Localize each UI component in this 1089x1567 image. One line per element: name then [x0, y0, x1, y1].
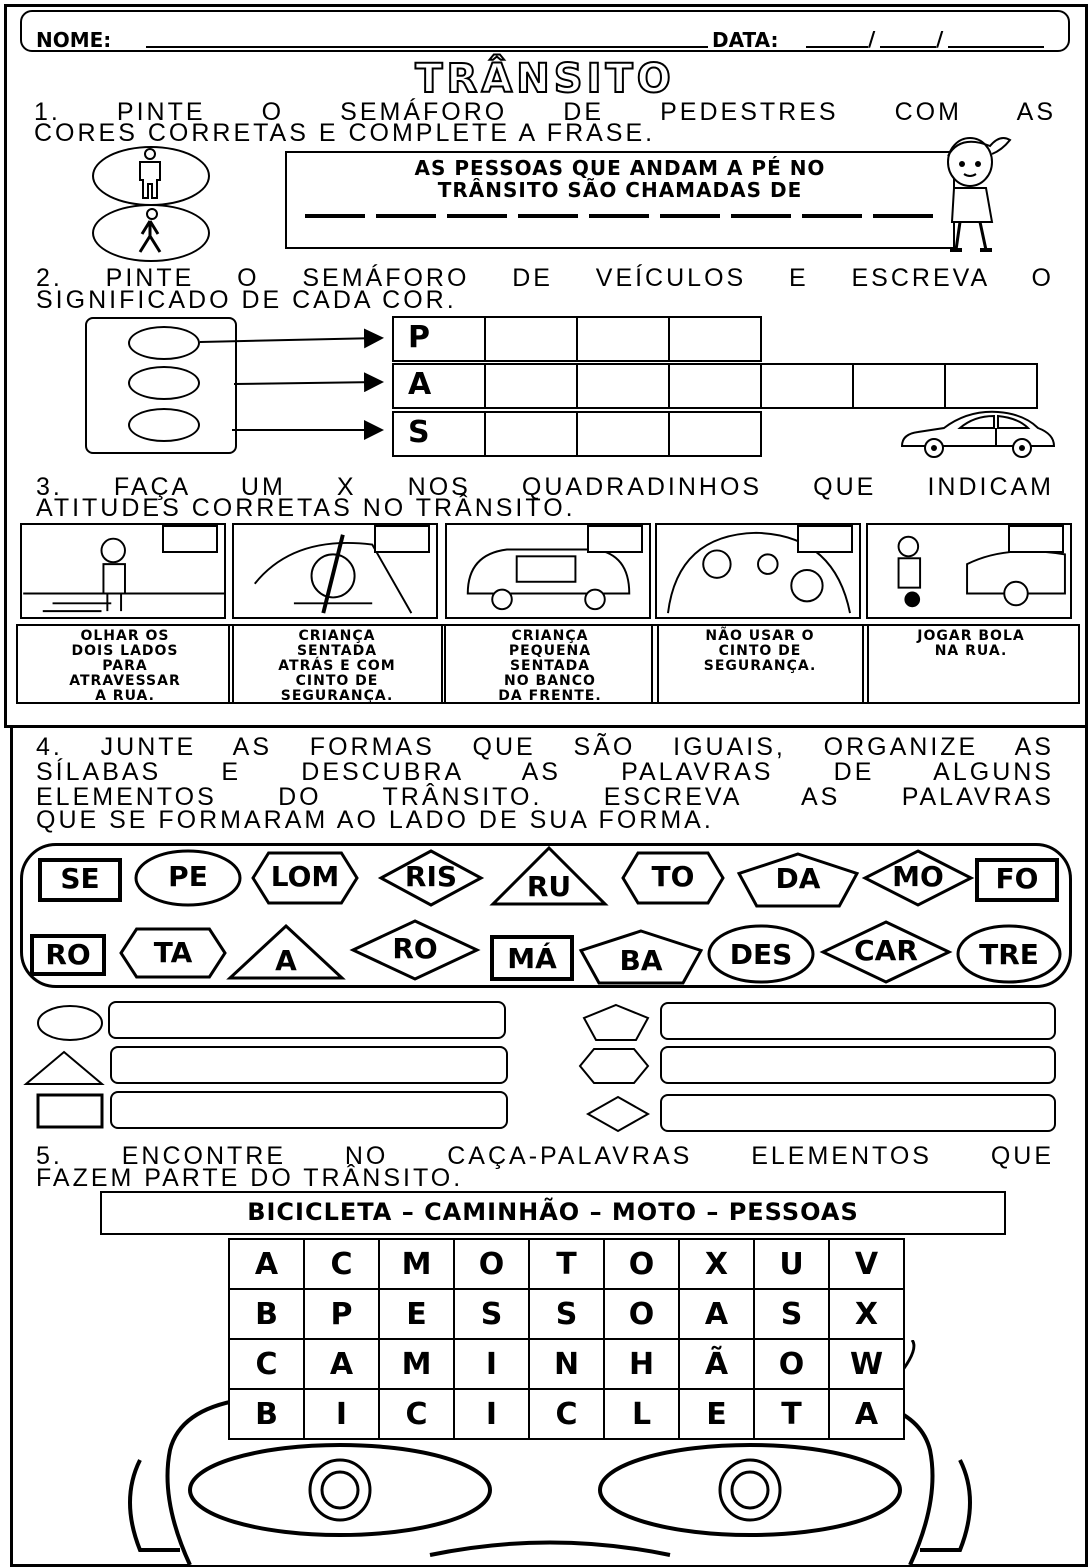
q3-caption-line: NÃO USAR O [705, 628, 815, 644]
q3-caption-line: ATRÁS E COM [278, 658, 396, 674]
q3-caption-line: SEGURANÇA. [280, 688, 394, 704]
grid-cell[interactable]: X [679, 1239, 754, 1289]
date-sep-2: / [936, 27, 944, 51]
q2-letter-cell [392, 316, 486, 362]
grid-cell[interactable]: O [754, 1339, 829, 1389]
grid-row [229, 1339, 904, 1389]
q1-answer-blanks[interactable] [305, 214, 935, 218]
pentagon-answer-input[interactable] [660, 1002, 1056, 1040]
q1-line1: 1. PINTE O SEMÁFORO DE PEDESTRES COM AS [34, 98, 1056, 126]
q3-caption-line: CRIANÇA [298, 628, 376, 644]
syllable-label: RO [45, 938, 91, 971]
q3-line2: ATITUDES CORRETAS NO TRÂNSITO. [36, 494, 576, 522]
grid-cell[interactable]: S [529, 1289, 604, 1339]
q2-line2: SIGNIFICADO DE CADA COR. [36, 286, 457, 314]
grid-cell[interactable]: E [679, 1389, 754, 1439]
hexagon-shape-icon [576, 1046, 652, 1086]
hexagon-answer-input[interactable] [660, 1046, 1056, 1084]
grid-cell[interactable]: C [529, 1389, 604, 1439]
grid-cell[interactable]: M [379, 1239, 454, 1289]
grid-cell[interactable]: C [229, 1339, 304, 1389]
grid-row [229, 1389, 904, 1439]
grid-cell[interactable]: B [229, 1289, 304, 1339]
diamond-shape-icon [584, 1094, 652, 1134]
q2-answer-cell[interactable] [484, 316, 578, 362]
q3-caption-line: PARA [102, 658, 148, 674]
q2-answer-cell[interactable] [668, 363, 762, 409]
q5-line2: FAZEM PARTE DO TRÂNSITO. [36, 1164, 464, 1192]
date-label: DATA: [712, 28, 779, 52]
q3-caption-line: CINTO DE [718, 643, 802, 659]
grid-cell[interactable]: C [379, 1389, 454, 1439]
grid-cell[interactable]: A [829, 1389, 904, 1439]
grid-cell[interactable]: V [829, 1239, 904, 1289]
q4-line3: ELEMENTOS DO TRÂNSITO. ESCREVA AS PALAVRAS [36, 783, 1054, 811]
syllable-label: SE [60, 862, 100, 895]
q3-caption-line: A RUA. [95, 688, 155, 704]
syllable-label: TO [651, 860, 695, 893]
q3-caption-line: DA FRENTE. [498, 688, 602, 704]
standing-person-icon [130, 148, 170, 200]
q3-caption [441, 624, 659, 704]
pentagon-shape-icon [580, 1002, 652, 1044]
q3-caption-line: CRIANÇA [511, 628, 589, 644]
light-yellow[interactable] [128, 366, 200, 400]
q3-caption-line: DOIS LADOS [71, 643, 179, 659]
q3-caption [16, 624, 234, 704]
grid-cell[interactable]: W [829, 1339, 904, 1389]
q3-caption-line: NA RUA. [934, 643, 1008, 659]
word-list: BICICLETA – CAMINHÃO – MOTO – PESSOAS [247, 1198, 859, 1226]
name-line[interactable] [146, 46, 708, 48]
grid-cell[interactable]: I [454, 1389, 529, 1439]
syllable-label: TA [153, 936, 193, 969]
q3-caption-line: NO BANCO [504, 673, 596, 689]
diamond-answer-input[interactable] [660, 1094, 1056, 1132]
grid-row [229, 1289, 904, 1339]
date-sep-1: / [868, 27, 876, 51]
grid-cell[interactable]: H [604, 1339, 679, 1389]
q4-line4: QUE SE FORMARAM AO LADO DE SUA FORMA. [36, 806, 714, 834]
grid-cell[interactable]: I [454, 1339, 529, 1389]
grid-cell[interactable]: N [529, 1339, 604, 1389]
syllable-shapes [0, 840, 1089, 990]
light-green[interactable] [128, 408, 200, 442]
circle-answer-input[interactable] [108, 1001, 506, 1039]
syllable-label: TRE [979, 938, 1039, 971]
q3-checkbox[interactable] [587, 525, 643, 553]
grid-cell[interactable]: L [604, 1389, 679, 1439]
syllable-label: RIS [404, 860, 458, 893]
date-month-line[interactable] [880, 46, 936, 48]
q3-caption-line: SENTADA [296, 643, 378, 659]
grid-cell[interactable]: S [454, 1289, 529, 1339]
square-shape-icon [36, 1093, 106, 1129]
q2-answer-cell[interactable] [576, 363, 670, 409]
q4-line2: SÍLABAS E DESCUBRA AS PALAVRAS DE ALGUNS [36, 758, 1054, 786]
q2-answer-cell[interactable] [668, 411, 762, 457]
circle-shape-icon [34, 1003, 106, 1043]
q3-caption-line: SEGURANÇA. [703, 658, 817, 674]
grid-cell[interactable]: I [304, 1389, 379, 1439]
syllable-label: RU [526, 870, 572, 903]
grid-cell[interactable]: O [604, 1289, 679, 1339]
syllable-label: DES [729, 938, 793, 971]
q2-letter: S [408, 415, 430, 450]
q3-caption [862, 624, 1080, 704]
word-search-grid [228, 1238, 905, 1440]
grid-cell[interactable]: U [754, 1239, 829, 1289]
grid-cell[interactable]: A [679, 1289, 754, 1339]
triangle-shape-icon [22, 1048, 106, 1088]
grid-cell[interactable]: P [304, 1289, 379, 1339]
q3-checkbox[interactable] [797, 525, 853, 553]
q2-answer-cell[interactable] [576, 316, 670, 362]
grid-cell[interactable]: T [529, 1239, 604, 1289]
q1-sentence-line2: TRÂNSITO SÃO CHAMADAS DE [437, 178, 803, 202]
light-red[interactable] [128, 326, 200, 360]
q1-line2: CORES CORRETAS E COMPLETE A FRASE. [34, 119, 656, 147]
grid-cell[interactable]: B [229, 1389, 304, 1439]
grid-cell[interactable]: Ã [679, 1339, 754, 1389]
q3-caption [651, 624, 869, 704]
grid-cell[interactable]: O [604, 1239, 679, 1289]
q2-answer-cell[interactable] [576, 411, 670, 457]
q2-answer-cell[interactable] [484, 411, 578, 457]
walking-person-icon [128, 208, 172, 256]
syllable-label: BA [619, 944, 663, 977]
q2-line1: 2. PINTE O SEMÁFORO DE VEÍCULOS E ESCREVA O [36, 264, 1054, 292]
date-day-line[interactable] [806, 46, 868, 48]
q3-caption [228, 624, 446, 704]
syllable-label: PE [168, 860, 208, 893]
page-title: TRÂNSITO [415, 56, 675, 102]
q4-line1: 4. JUNTE AS FORMAS QUE SÃO IGUAIS, ORGANIZE AS [36, 733, 1054, 761]
q2-letter-cell [392, 363, 486, 409]
q3-caption-line: JOGAR BOLA [917, 628, 1025, 644]
grid-cell[interactable]: O [454, 1239, 529, 1289]
syllable-label: A [275, 944, 297, 977]
square-answer-input[interactable] [110, 1091, 508, 1129]
q2-letter-cell [392, 411, 486, 457]
q3-line1-text: 3. FAÇA UM X NOS QUADRADINHOS QUE INDICAM [36, 473, 1054, 501]
q3-caption-line: OLHAR OS [80, 628, 170, 644]
q3-checkbox[interactable] [1008, 525, 1064, 553]
syllable-label: FO [995, 862, 1039, 895]
grid-cell[interactable]: X [829, 1289, 904, 1339]
syllable-label: CAR [854, 934, 918, 967]
q5-line1: 5. ENCONTRE NO CAÇA-PALAVRAS ELEMENTOS QUE [36, 1142, 1054, 1170]
syllable-label: DA [775, 862, 821, 895]
q2-answer-cell[interactable] [852, 363, 946, 409]
q2-letter: A [408, 367, 432, 402]
girl-illustration [930, 132, 1018, 254]
syllable-label: MÁ [507, 942, 557, 975]
syllable-label: MO [892, 860, 944, 893]
q2-letter: P [408, 320, 430, 355]
q3-caption-line: SENTADA [509, 658, 591, 674]
date-year-line[interactable] [948, 46, 1044, 48]
grid-row [229, 1239, 904, 1289]
q3-caption-line: ATRAVESSAR [69, 673, 181, 689]
q3-checkbox[interactable] [374, 525, 430, 553]
syllable-label: RO [392, 932, 438, 965]
syllable-label: LOM [270, 860, 340, 893]
car-icon [898, 406, 1058, 458]
q2-answer-cell[interactable] [484, 363, 578, 409]
q3-caption-line: CINTO DE [295, 673, 379, 689]
name-label: NOME: [36, 28, 112, 52]
grid-cell[interactable]: M [379, 1339, 454, 1389]
grid-cell[interactable]: T [754, 1389, 829, 1439]
grid-cell[interactable]: A [229, 1239, 304, 1289]
q1-sentence-line1: AS PESSOAS QUE ANDAM A PÉ NO [414, 156, 826, 180]
q2-answer-cell[interactable] [944, 363, 1038, 409]
grid-cell[interactable]: E [379, 1289, 454, 1339]
grid-cell[interactable]: A [304, 1339, 379, 1389]
q3-checkbox[interactable] [162, 525, 218, 553]
q3-caption-line: PEQUENA [508, 643, 592, 659]
q2-answer-cell[interactable] [668, 316, 762, 362]
arrow-icons [200, 320, 400, 450]
grid-cell[interactable]: S [754, 1289, 829, 1339]
q2-answer-cell[interactable] [760, 363, 854, 409]
grid-cell[interactable]: C [304, 1239, 379, 1289]
triangle-answer-input[interactable] [110, 1046, 508, 1084]
